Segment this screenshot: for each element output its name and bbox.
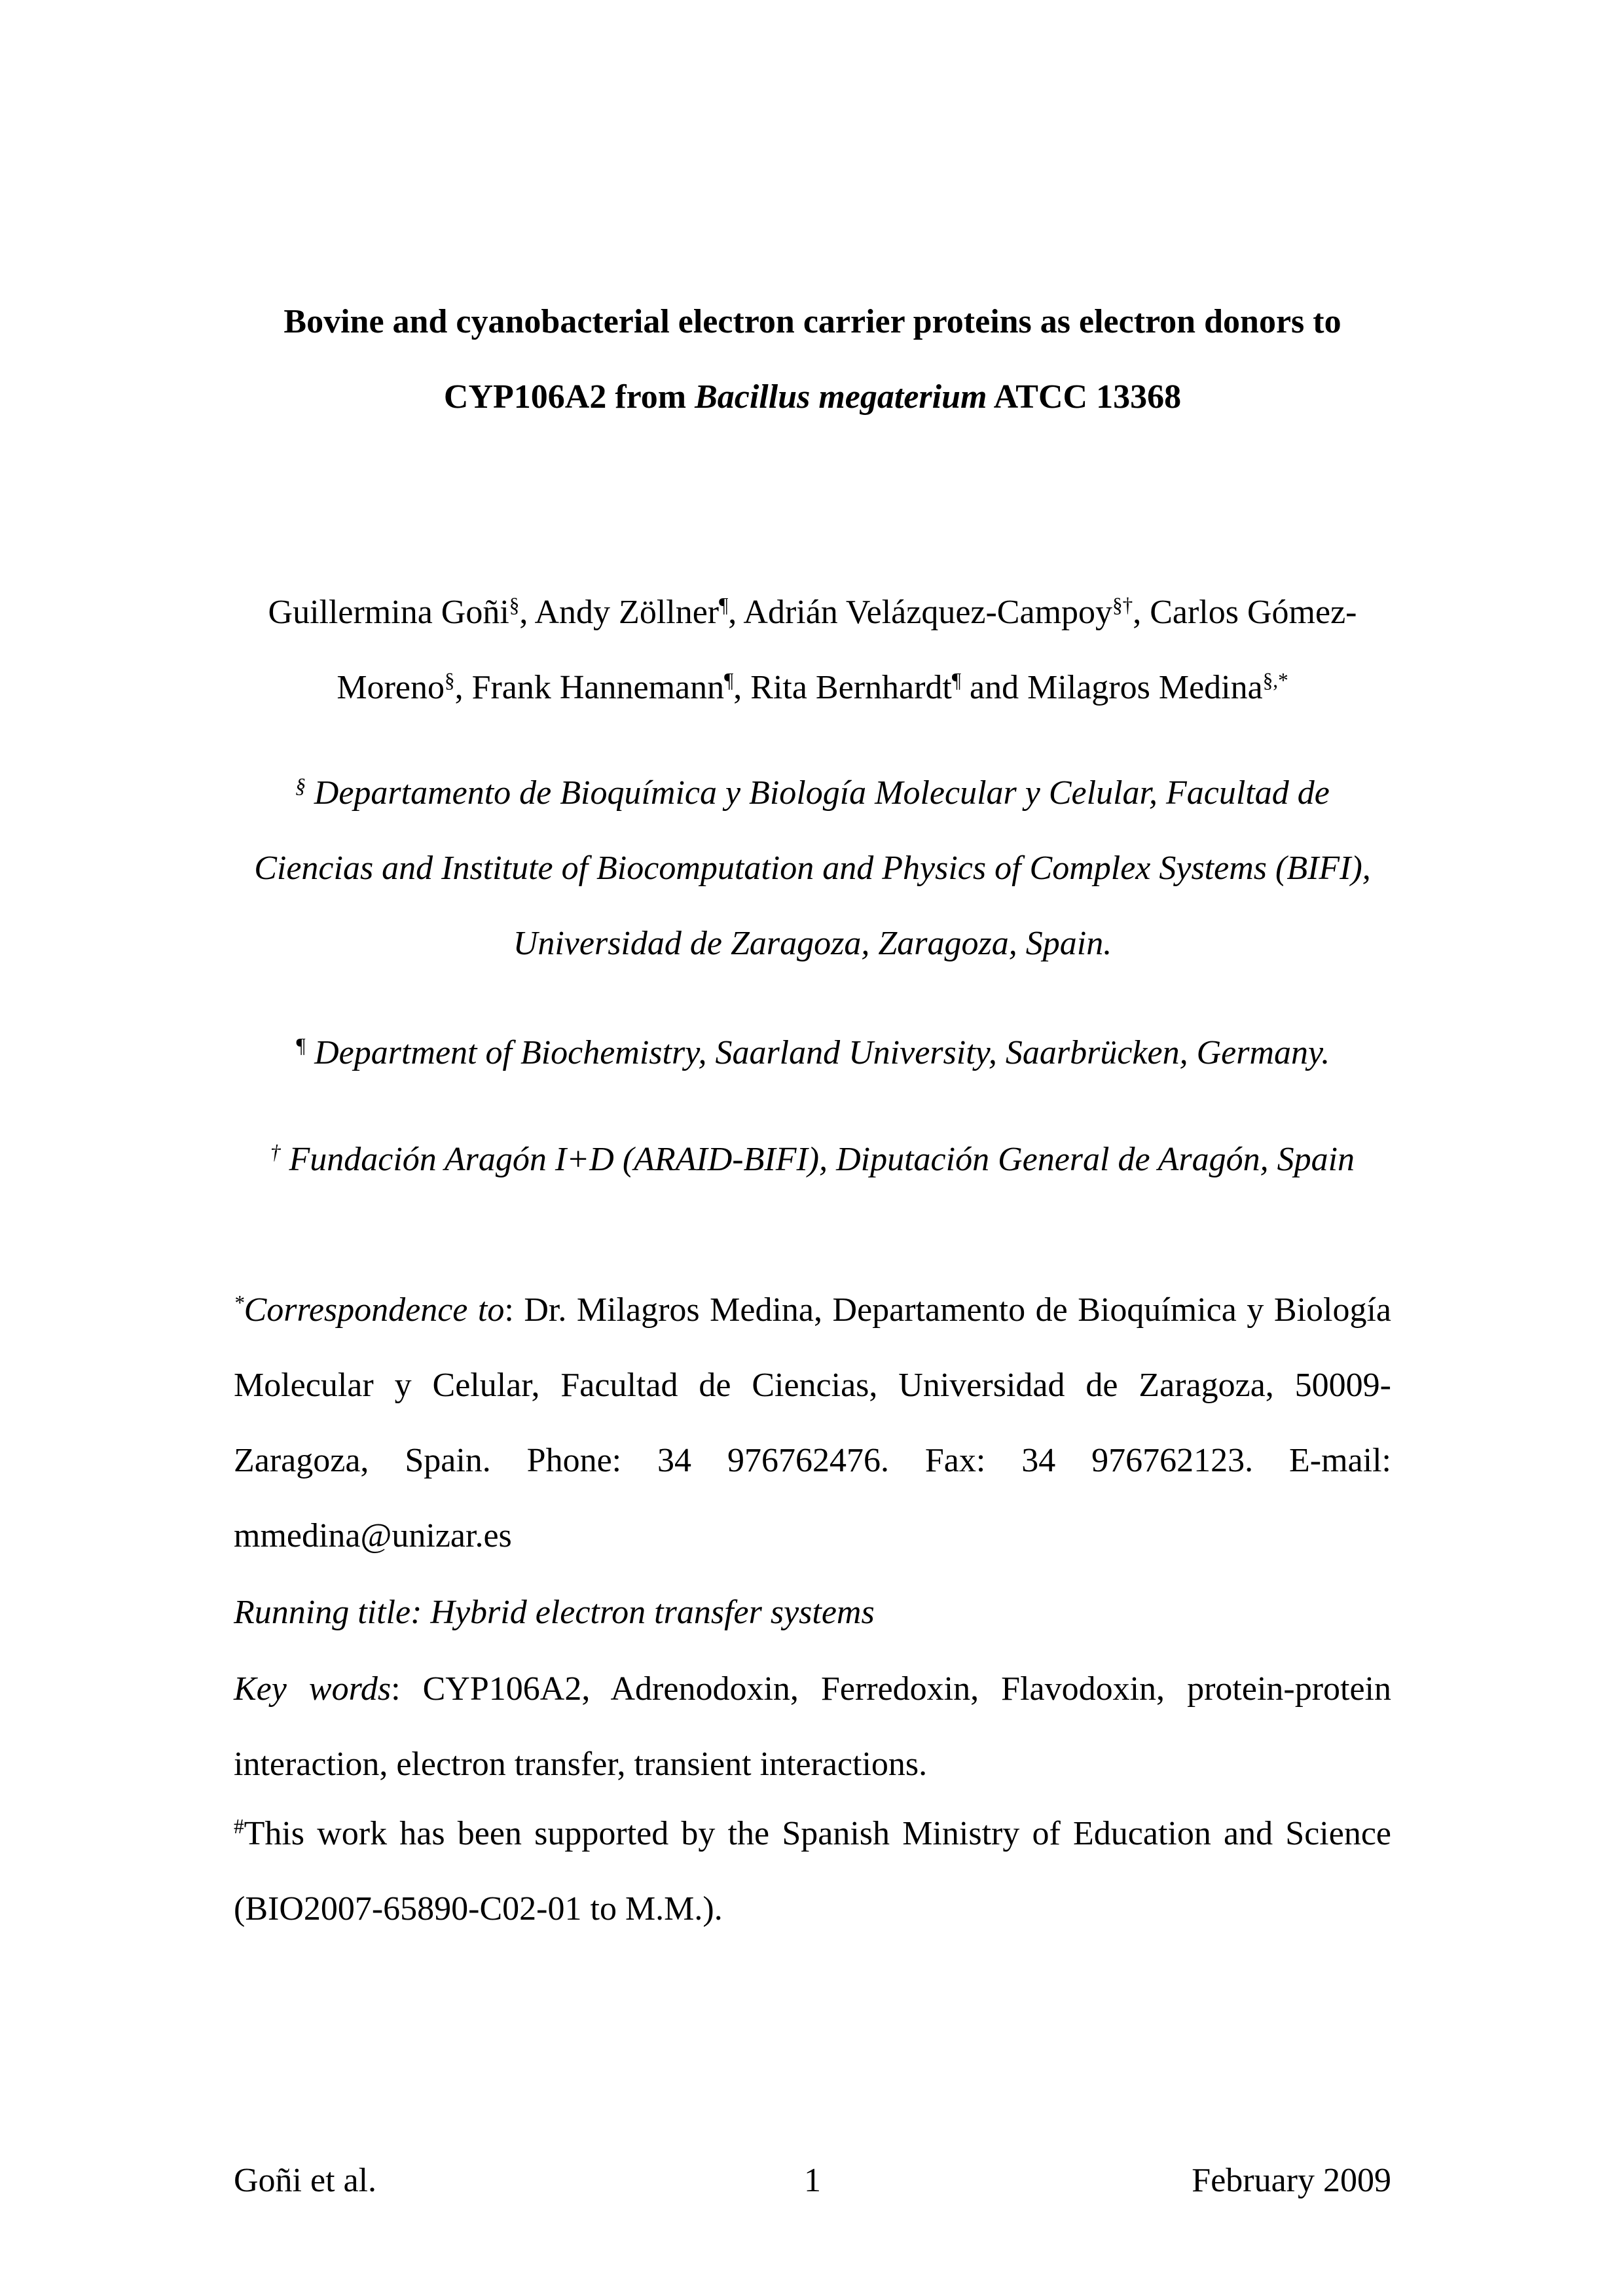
author-affiliation-marker: §: [509, 593, 520, 617]
affiliation-zaragoza: [234, 755, 1391, 981]
author-affiliation-marker: ¶: [724, 668, 734, 692]
page-footer: [234, 2143, 1391, 2218]
footer-authors: Goñi et al.: [234, 2162, 377, 2199]
affiliation-text: Departamento de Bioquímica y Biología Molecular y Celular, Facultad de Ciencias and Institute of Biocomputation and Physics of Complex Systems (BIFI), Universidad de Zaragoza, Zaragoza, Spain.: [254, 774, 1371, 962]
title-line2-suffix: ATCC 13368: [993, 378, 1182, 416]
keywords-paragraph: [234, 1651, 1391, 1802]
affiliation-marker: §: [295, 774, 306, 797]
affiliation-text: Fundación Aragón I+D (ARAID-BIFI), Diputación General de Aragón, Spain: [289, 1141, 1355, 1178]
title-line2-prefix: CYP106A2 from: [443, 378, 687, 416]
affiliation-saarland: [234, 1015, 1391, 1090]
running-title: [234, 1575, 1391, 1650]
title-line-1: Bovine and cyanobacterial electron carrier proteins as electron donors to: [283, 303, 1341, 340]
author-affiliation-marker: ¶: [951, 668, 961, 692]
author-affiliation-marker: §,*: [1262, 668, 1288, 692]
author-name: , Frank Hannemann: [454, 669, 725, 706]
funding-grant-number: (BIO2007-65890-C02-01 to M.M.).: [234, 1890, 723, 1928]
keywords-label: Key words: [234, 1670, 392, 1708]
author-affiliation-marker: §: [444, 668, 455, 692]
correspondence-paragraph: [234, 1272, 1391, 1573]
author-name: and Milagros Medina: [961, 669, 1263, 706]
title-line-2: [234, 359, 1391, 435]
keywords-text: : CYP106A2, Adrenodoxin, Ferredoxin, Flavodoxin, protein-protein interaction, electron transfer, transient interactions.: [234, 1670, 1391, 1783]
correspondence-text: : Dr. Milagros Medina, Departamento de Bioquímica y Biología Molecular y Celular, Facultad de Ciencias, Universidad de Zaragoza, 50009-Zaragoza, Spain. Phone: 34 976762476. Fax: 34 976762123. E-mail: mmedina@unizar.es: [234, 1291, 1391, 1554]
funding-text: This work has been supported by the Spanish Ministry of Education and Science: [244, 1815, 1391, 1852]
funding-note: [234, 1796, 1391, 1946]
author-name: , Rita Bernhardt: [733, 669, 952, 706]
correspondence-marker: *: [234, 1291, 244, 1314]
correspondence-label: Correspondence to: [244, 1291, 505, 1329]
author-name: , Carlos Gómez-Moreno: [337, 594, 1357, 706]
affiliation-araid: [234, 1122, 1391, 1197]
affiliation-marker: ¶: [295, 1033, 306, 1057]
author-name: , Andy Zöllner: [519, 594, 720, 631]
author-name: Guillermina Goñi: [268, 594, 509, 631]
author-name: , Adrián Velázquez-Campoy: [728, 594, 1113, 631]
author-affiliation-marker: ¶: [719, 593, 729, 617]
page-number: 1: [804, 2162, 821, 2199]
affiliation-marker: †: [270, 1140, 281, 1164]
affiliation-text: Department of Biochemistry, Saarland University, Saarbrücken, Germany.: [314, 1034, 1330, 1071]
author-affiliation-marker: §†: [1112, 593, 1133, 617]
title-species-name: Bacillus megaterium: [695, 378, 987, 416]
funding-marker: #: [234, 1814, 244, 1838]
footer-date: February 2009: [1192, 2162, 1391, 2199]
paper-title: [234, 284, 1391, 435]
author-list: [234, 575, 1391, 725]
running-title-text: Running title: Hybrid electron transfer systems: [234, 1594, 875, 1631]
